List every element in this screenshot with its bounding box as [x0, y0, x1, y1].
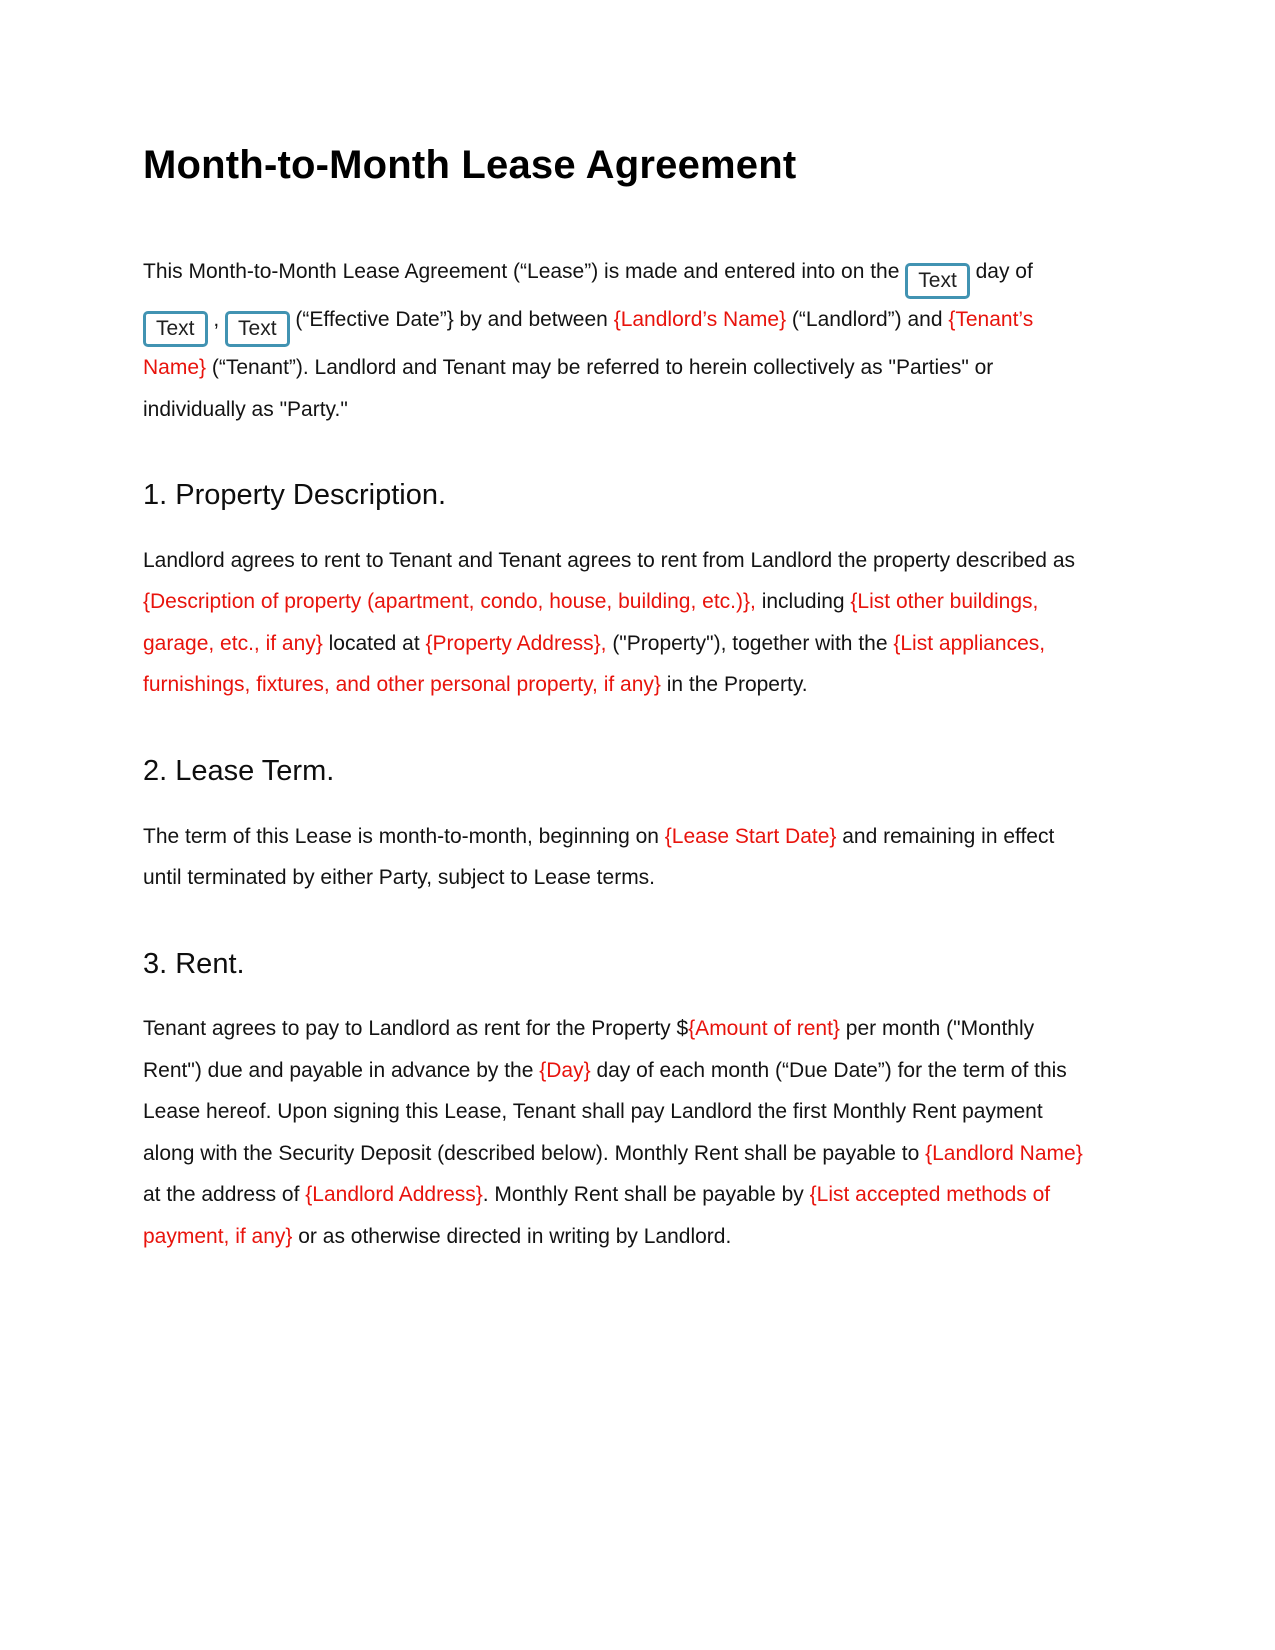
- text-input-field[interactable]: Text: [225, 311, 290, 347]
- paragraph-text-run: (“Landlord”) and: [786, 308, 949, 331]
- paragraph-text-run: day of each month (“Due Date”) for the term of this Lease hereof. Upon signing this Lease, Tenant shall pay Landlord the first Monthly Rent payment along with the Security Deposit (described below). Monthly Rent shall be payable to: [143, 1058, 1067, 1165]
- paragraph-text-run: located at: [322, 631, 426, 655]
- placeholder-token: {Tenant’s Name}: [143, 308, 1034, 379]
- paragraph-text-run: ,: [207, 308, 226, 331]
- paragraph-text-run: Tenant agrees to pay to Landlord as rent for the Property $: [143, 1017, 689, 1041]
- placeholder-token: {Lease Start Date}: [664, 824, 837, 848]
- text-input-field[interactable]: Text: [905, 263, 970, 299]
- paragraph-text-run: in the Property.: [660, 673, 808, 697]
- paragraph-text-run: and remaining in effect until terminated by either Party, subject to Lease terms.: [143, 824, 1055, 890]
- property-description-paragraph: [143, 540, 1083, 706]
- paragraph-text-run: . Monthly Rent shall be payable by: [482, 1183, 810, 1207]
- paragraph-text-run: Landlord agrees to rent to Tenant and Tenant agrees to rent from Landlord the property described as: [143, 548, 1075, 572]
- placeholder-token: {Landlord Name}: [925, 1141, 1083, 1165]
- placeholder-token: {List appliances, furnishings, fixtures, and other personal property, if any}: [143, 631, 1046, 697]
- paragraph-text-run: including: [755, 590, 851, 614]
- paragraph-text-run: or as otherwise directed in writing by Landlord.: [292, 1224, 732, 1248]
- placeholder-token: {Amount of rent}: [688, 1017, 840, 1041]
- text-input-field[interactable]: Text: [143, 311, 208, 347]
- section-rent: [143, 947, 1083, 1258]
- placeholder-token: {Property Address},: [425, 631, 607, 655]
- placeholder-token: {Landlord Address}: [305, 1183, 483, 1207]
- section-heading-property-description: 1. Property Description.: [143, 479, 447, 511]
- intro-paragraph: [143, 251, 1083, 430]
- paragraph-text-run: at the address of: [143, 1183, 306, 1207]
- placeholder-token: {Description of property (apartment, condo, house, building, etc.)},: [143, 590, 756, 614]
- paragraph-text-run: per month ("Monthly Rent") due and payable in advance by the: [143, 1017, 1035, 1082]
- placeholder-token: {Day}: [539, 1058, 591, 1082]
- paragraph-text-run: (“Effective Date”} by and between: [289, 308, 614, 331]
- placeholder-token: {Landlord’s Name}: [613, 308, 787, 331]
- section-heading-lease-term: 2. Lease Term.: [143, 754, 335, 787]
- rent-paragraph: [143, 1008, 1083, 1257]
- placeholder-token: {List other buildings, garage, etc., if any}: [143, 590, 1039, 655]
- paragraph-text-run: ("Property"), together with the: [606, 631, 894, 655]
- paragraph-text-run: This Month-to-Month Lease Agreement (“Lease”) is made and entered into on the: [143, 260, 906, 283]
- section-lease-term: [143, 754, 1083, 899]
- paragraph-text-run: The term of this Lease is month-to-month, beginning on: [143, 824, 665, 848]
- lease-term-paragraph: [143, 816, 1083, 899]
- section-heading-rent: 3. Rent.: [143, 947, 245, 980]
- section-property-description: [143, 478, 1083, 706]
- placeholder-token: {List accepted methods of payment, if any}: [143, 1183, 1051, 1248]
- paragraph-text-run: (“Tenant”). Landlord and Tenant may be referred to herein collectively as "Parties" or individually as "Party.": [143, 356, 994, 421]
- document-title: Month-to-Month Lease Agreement: [143, 143, 797, 187]
- paragraph-text-run: day of: [969, 260, 1033, 283]
